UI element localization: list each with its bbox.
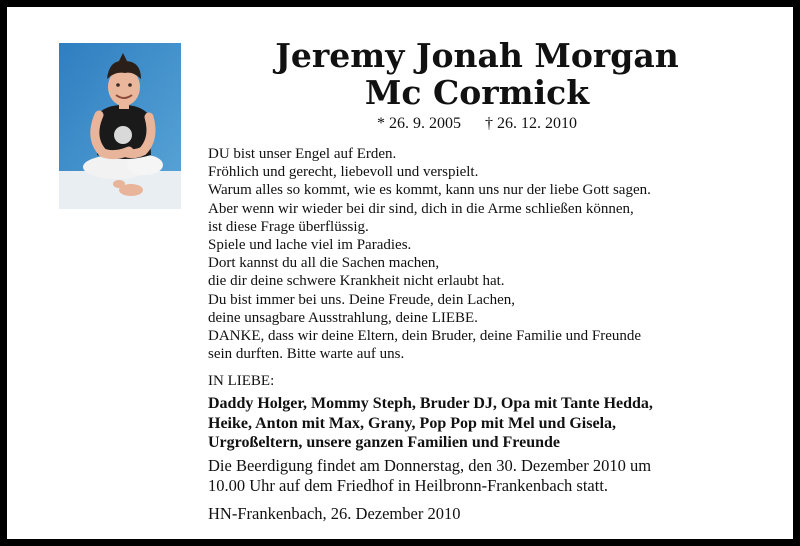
poem-line: Dort kannst du all die Sachen machen,	[208, 255, 440, 272]
funeral-line: Die Beerdigung findet am Donnerstag, den 30. Dezember 2010 um	[208, 456, 652, 475]
poem-line: DANKE, dass wir deine Eltern, dein Bruder, deine Familie und Freunde	[208, 328, 642, 345]
deceased-name-line2: Mc Cormick	[364, 73, 590, 112]
poem-line: Spiele und lache viel im Paradies.	[208, 237, 412, 254]
mourners-line: Daddy Holger, Mommy Steph, Bruder DJ, Opa mit Tante Hedda,	[208, 395, 653, 412]
child-portrait-image	[59, 43, 181, 209]
poem-line: sein durften. Bitte warte auf uns.	[208, 346, 405, 363]
poem-line: Du bist immer bei uns. Deine Freude, dein Lachen,	[208, 291, 516, 308]
poem-line: ist diese Frage überflüssig.	[208, 218, 369, 235]
poem-line: die dir deine schwere Krankheit nicht erlaubt hat.	[208, 273, 505, 290]
death-date: † 26. 12. 2010	[485, 115, 577, 132]
poem-line: deine unsagbare Ausstrahlung, deine LIEBE.	[208, 309, 478, 326]
poem-line: Aber wenn wir wieder bei dir sind, dich in die Arme schließen können,	[208, 200, 634, 217]
mourners-list	[208, 394, 768, 453]
child-photo	[59, 43, 181, 209]
poem-line: Fröhlich und gerecht, liebevoll und verspielt.	[208, 164, 479, 181]
funeral-info	[208, 456, 768, 496]
birth-date: * 26. 9. 2005	[377, 115, 461, 132]
mourners-line: Urgroßeltern, unsere ganzen Familien und Freunde	[208, 434, 560, 451]
memorial-poem	[208, 145, 768, 363]
mourners-line: Heike, Anton mit Max, Grany, Pop Pop mit Mel und Gisela,	[208, 414, 617, 432]
place-and-date: HN-Frankenbach, 26. Dezember 2010	[208, 504, 461, 523]
poem-line: DU bist unser Engel auf Erden.	[208, 146, 397, 162]
funeral-line: 10.00 Uhr auf dem Friedhof in Heilbronn-Frankenbach statt.	[208, 476, 609, 495]
in-liebe-heading: IN LIEBE:	[208, 373, 275, 389]
poem-line: Warum alles so kommt, wie es kommt, kann uns nur der liebe Gott sagen.	[208, 182, 651, 199]
deceased-name-line1: Jeremy Jonah Morgan	[275, 36, 679, 75]
life-dates	[207, 115, 747, 133]
